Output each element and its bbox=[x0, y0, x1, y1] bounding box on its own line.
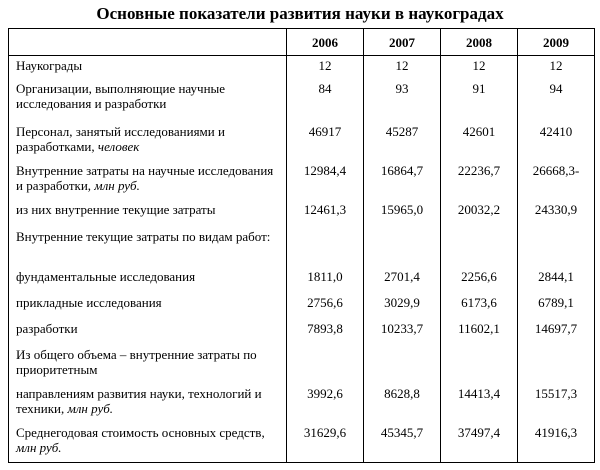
value-cell-2009 bbox=[518, 345, 595, 384]
row-label-text: прикладные исследования bbox=[16, 294, 162, 310]
row-label bbox=[9, 267, 287, 293]
value-cell-2006: 12984,4 bbox=[287, 161, 364, 200]
value-cell-2009: 14697,7 bbox=[518, 319, 595, 345]
year-header-2009: 2009 bbox=[518, 29, 595, 56]
value-cell-2007 bbox=[364, 227, 441, 267]
value-cell-2006: 12461,3 bbox=[287, 200, 364, 227]
value-cell-2008 bbox=[441, 227, 518, 267]
table-row bbox=[9, 345, 595, 384]
row-unit: млн руб. bbox=[67, 400, 114, 416]
value-cell-2006: 2756,6 bbox=[287, 293, 364, 319]
value-cell-2007: 12 bbox=[364, 56, 441, 79]
value-cell-2006 bbox=[287, 345, 364, 384]
row-label bbox=[9, 423, 287, 463]
value-cell-2007: 15965,0 bbox=[364, 200, 441, 227]
value-cell-2009: 12 bbox=[518, 56, 595, 79]
row-label bbox=[9, 79, 287, 122]
table-row bbox=[9, 56, 595, 79]
row-label bbox=[9, 384, 287, 423]
value-cell-2008: 6173,6 bbox=[441, 293, 518, 319]
table-row bbox=[9, 122, 595, 161]
row-label-text: направлениям развития науки, технологий и техники, bbox=[16, 385, 262, 416]
value-cell-2007: 3029,9 bbox=[364, 293, 441, 319]
row-label bbox=[9, 161, 287, 200]
row-unit: млн руб. bbox=[16, 439, 62, 455]
table-header-row bbox=[9, 29, 595, 56]
value-cell-2008: 37497,4 bbox=[441, 423, 518, 463]
value-cell-2007 bbox=[364, 345, 441, 384]
row-label-text: Персонал, занятый исследованиями и разработками, bbox=[16, 123, 225, 154]
row-label-text: Внутренние текущие затраты по видам работ: bbox=[16, 228, 271, 244]
value-cell-2009: 41916,3 bbox=[518, 423, 595, 463]
value-cell-2009 bbox=[518, 227, 595, 267]
year-header-2006: 2006 bbox=[287, 29, 364, 56]
table-row bbox=[9, 423, 595, 463]
value-cell-2007: 93 bbox=[364, 79, 441, 122]
value-cell-2009: 94 bbox=[518, 79, 595, 122]
value-cell-2009: 2844,1 bbox=[518, 267, 595, 293]
value-cell-2006: 7893,8 bbox=[287, 319, 364, 345]
value-cell-2008: 20032,2 bbox=[441, 200, 518, 227]
row-label-text: Наукограды bbox=[16, 58, 83, 73]
table-row bbox=[9, 161, 595, 200]
table-row bbox=[9, 319, 595, 345]
value-cell-2009: 42410 bbox=[518, 122, 595, 161]
value-cell-2007: 16864,7 bbox=[364, 161, 441, 200]
value-cell-2009: 24330,9 bbox=[518, 200, 595, 227]
table-row bbox=[9, 384, 595, 423]
value-cell-2008: 91 bbox=[441, 79, 518, 122]
row-label-text: Из общего объема – внутренние затраты по приоритетным bbox=[16, 346, 257, 377]
table-title: Основные показатели развития науки в наукоградах bbox=[96, 4, 504, 23]
value-cell-2007: 45287 bbox=[364, 122, 441, 161]
table-row bbox=[9, 200, 595, 227]
value-cell-2008: 12 bbox=[441, 56, 518, 79]
row-label-text: Внутренние затраты на научные исследования и разработки, bbox=[16, 162, 274, 193]
value-cell-2008: 11602,1 bbox=[441, 319, 518, 345]
value-cell-2009: 6789,1 bbox=[518, 293, 595, 319]
row-label-text: Организации, выполняющие научные исследования и разработки bbox=[16, 80, 226, 111]
row-label bbox=[9, 122, 287, 161]
row-unit: млн руб. bbox=[94, 177, 140, 193]
value-cell-2007: 10233,7 bbox=[364, 319, 441, 345]
value-cell-2006 bbox=[287, 227, 364, 267]
value-cell-2006: 1811,0 bbox=[287, 267, 364, 293]
row-label bbox=[9, 200, 287, 227]
value-cell-2008: 22236,7 bbox=[441, 161, 518, 200]
table-row bbox=[9, 79, 595, 122]
value-cell-2006: 12 bbox=[287, 56, 364, 79]
row-label bbox=[9, 293, 287, 319]
value-cell-2006: 3992,6 bbox=[287, 384, 364, 423]
value-cell-2006: 46917 bbox=[287, 122, 364, 161]
row-unit: человек bbox=[97, 138, 140, 154]
value-cell-2007: 8628,8 bbox=[364, 384, 441, 423]
table-row bbox=[9, 267, 595, 293]
table-row bbox=[9, 293, 595, 319]
value-cell-2006: 31629,6 bbox=[287, 423, 364, 463]
value-cell-2008: 2256,6 bbox=[441, 267, 518, 293]
row-label-text: разработки bbox=[16, 320, 78, 336]
value-cell-2009: 26668,3- bbox=[518, 161, 595, 200]
row-label-text: фундаментальные исследования bbox=[16, 268, 196, 284]
value-cell-2008: 42601 bbox=[441, 122, 518, 161]
value-cell-2008: 14413,4 bbox=[441, 384, 518, 423]
row-label bbox=[9, 56, 287, 79]
year-header-2007: 2007 bbox=[364, 29, 441, 56]
row-label bbox=[9, 345, 287, 384]
table-row bbox=[9, 227, 595, 267]
row-label bbox=[9, 227, 287, 267]
value-cell-2007: 45345,7 bbox=[364, 423, 441, 463]
value-cell-2007: 2701,4 bbox=[364, 267, 441, 293]
row-label-text: Среднегодовая стоимость основных средств, bbox=[16, 424, 265, 440]
science-indicators-table bbox=[8, 28, 595, 463]
value-cell-2008 bbox=[441, 345, 518, 384]
row-label-text: из них внутренние текущие затраты bbox=[16, 201, 216, 217]
value-cell-2009: 15517,3 bbox=[518, 384, 595, 423]
header-label-cell bbox=[9, 29, 287, 56]
year-header-2008: 2008 bbox=[441, 29, 518, 56]
row-label bbox=[9, 319, 287, 345]
value-cell-2006: 84 bbox=[287, 79, 364, 122]
